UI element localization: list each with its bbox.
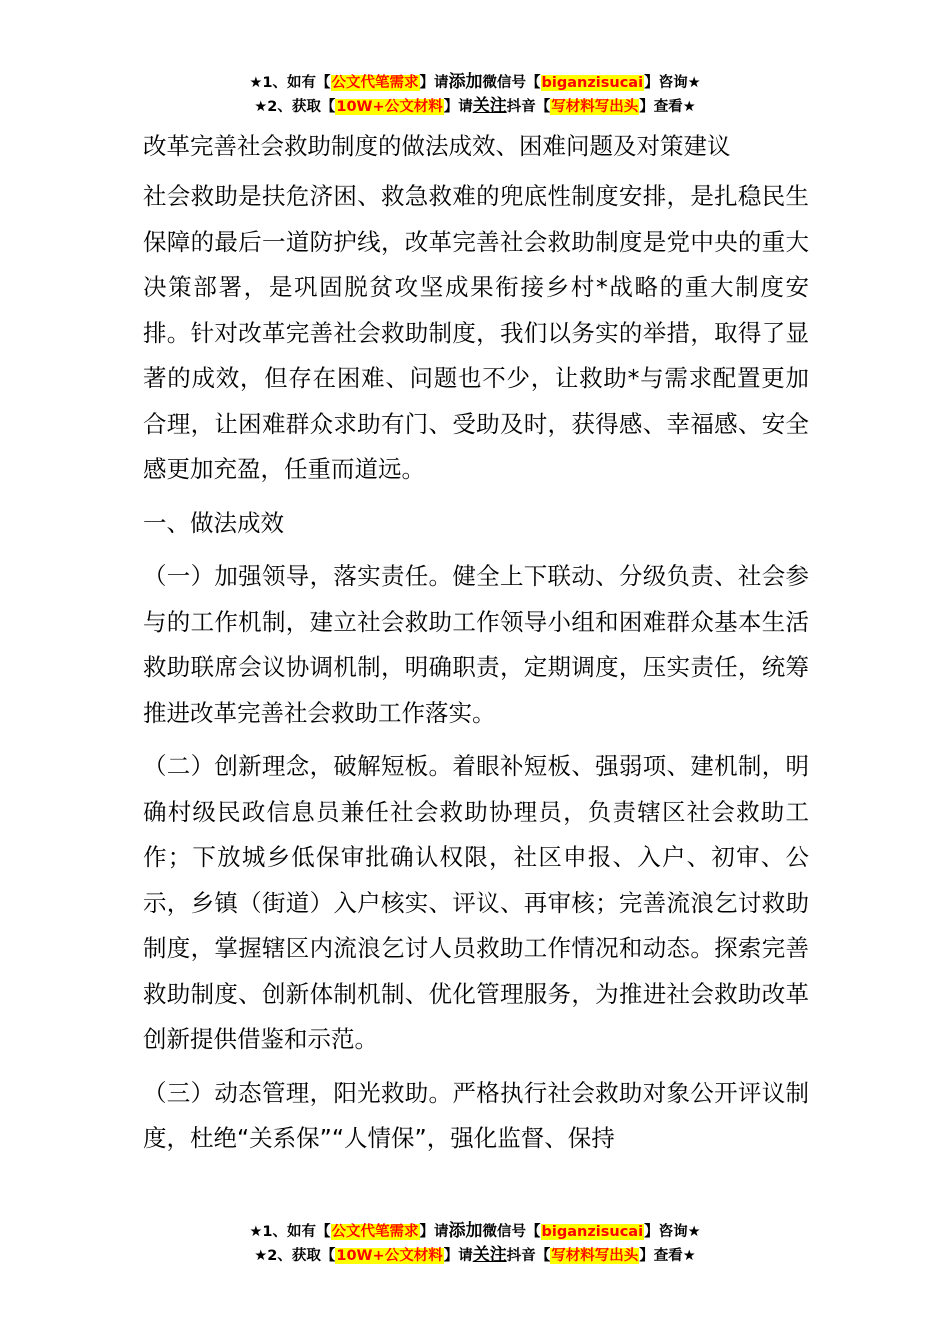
item-paragraph-2: （二）创新理念，破解短板。着眼补短板、强弱项、建机制，明确村级民政信息员兼任社会救助协理员，负责辖区社会救助工作；下放城乡低保审批确认权限，社区申报、入户、初审、公示，乡镇（街道）入户核实、评议、再审核；完善流浪乞讨救助制度，掌握辖区内流浪乞讨人员救助工作情况和动态。探索完善救助制度、创新体制机制、优化管理服务，为推进社会救助改革创新提供借鉴和示范。 [143, 752, 809, 1053]
banner-text: 】请 [443, 99, 473, 115]
banner-highlight: 公文代笔需求 [331, 1224, 419, 1240]
banner-highlight: 公文代笔需求 [331, 75, 419, 91]
banner-text: ★2、获取【 [254, 99, 336, 115]
banner-text: 微信号【 [482, 75, 541, 91]
item-paragraph-3: （三）动态管理，阳光救助。严格执行社会救助对象公开评议制度，杜绝“关系保”“人情保”，强化监督、保持 [143, 1078, 809, 1152]
banner-text: 】请 [443, 1248, 473, 1264]
banner-emphasis: 关注 [472, 96, 507, 116]
banner-emphasis: 添加 [448, 72, 483, 92]
intro-paragraph: 社会救助是扶危济困、救急救难的兜底性制度安排，是扎稳民生保障的最后一道防护线，改革完善社会救助制度是党中央的重大决策部署，是巩固脱贫攻坚成果衔接乡村*战略的重大制度安排。针对改革完善社会救助制度，我们以务实的举措，取得了显著的成效，但存在困难、问题也不少，让救助*与需求配置更加合理，让困难群众求助有门、受助及时，获得感、幸福感、安全感更加充盈，任重而道远。 [143, 182, 809, 483]
banner-text: ★1、如有【 [249, 1224, 331, 1240]
header-banner [0, 70, 950, 118]
banner-text: 抖音【 [506, 99, 551, 115]
banner-highlight: biganzisucai [541, 75, 644, 91]
banner-line-2 [0, 94, 950, 118]
banner-text: ★1、如有【 [249, 75, 331, 91]
banner-highlight: 10W+公文材料 [336, 1248, 443, 1264]
banner-text: ★2、获取【 [254, 1248, 336, 1264]
banner-emphasis: 添加 [448, 1221, 483, 1241]
section-heading: 一、做法成效 [143, 508, 284, 537]
banner-highlight: 写材料写出头 [551, 99, 639, 115]
banner-line-2 [0, 1243, 950, 1267]
banner-line-1 [0, 70, 950, 94]
banner-text: 】查看★ [639, 1248, 696, 1264]
banner-highlight: 10W+公文材料 [336, 99, 443, 115]
document-title: 改革完善社会救助制度的做法成效、困难问题及对策建议 [143, 132, 731, 160]
banner-text: 】请 [419, 1224, 449, 1240]
document-body [143, 124, 809, 1170]
item-paragraph-1: （一）加强领导，落实责任。健全上下联动、分级负责、社会参与的工作机制，建立社会救助工作领导小组和困难群众基本生活救助联席会议协调机制，明确职责，定期调度，压实责任，统筹推进改革完善社会救助工作落实。 [143, 562, 809, 727]
banner-text: 微信号【 [482, 1224, 541, 1240]
banner-highlight: biganzisucai [541, 1224, 644, 1240]
banner-text: 】请 [419, 75, 449, 91]
banner-text: 】查看★ [639, 99, 696, 115]
banner-text: 】咨询★ [644, 75, 701, 91]
banner-line-1 [0, 1219, 950, 1243]
banner-emphasis: 关注 [472, 1245, 507, 1265]
banner-highlight: 写材料写出头 [551, 1248, 639, 1264]
banner-text: 】咨询★ [644, 1224, 701, 1240]
banner-text: 抖音【 [506, 1248, 551, 1264]
footer-banner [0, 1219, 950, 1267]
